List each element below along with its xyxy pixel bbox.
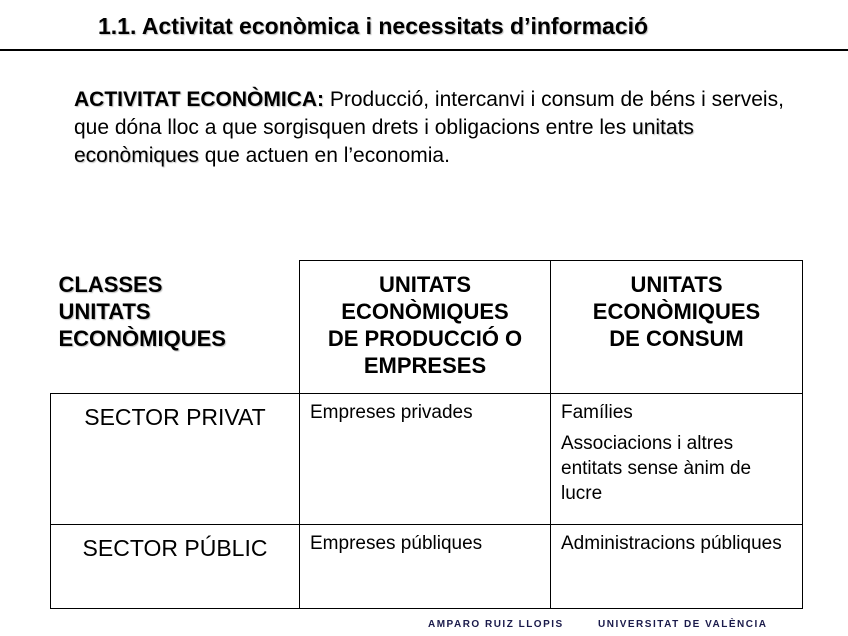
definition-text-start: Producció, intercanvi i consum de béns i serveis, que dóna lloc a que sorgisquen drets i obligacions entre les — [74, 88, 784, 139]
slide-title: 1.1. Activitat econòmica i necessitats d’informació — [98, 13, 649, 39]
economic-units-table — [50, 260, 803, 609]
corner-label-line: UNITATS — [58, 298, 151, 324]
table-row-private-sector — [51, 394, 803, 525]
footer-institution: UNIVERSITAT DE VALÈNCIA — [598, 619, 768, 630]
header-line: UNITATS — [630, 272, 723, 297]
table-corner-label — [51, 261, 300, 394]
sector-label-private: SECTOR PRIVAT — [51, 394, 300, 525]
sector-label-public: SECTOR PÚBLIC — [51, 525, 300, 609]
title-underline — [0, 49, 848, 51]
consumption-entry: Famílies — [561, 402, 633, 423]
consumption-entry: Administracions públiques — [561, 533, 782, 554]
consumption-entry: Associacions i altres entitats sense ànim de lucre — [561, 433, 752, 504]
private-production-cell: Empreses privades — [300, 394, 551, 525]
header-production-units — [300, 261, 551, 394]
definition-term: ACTIVITAT ECONÒMICA — [74, 88, 318, 111]
footer-author: AMPARO RUIZ LLOPIS — [428, 619, 564, 630]
public-production-cell: Empreses públiques — [300, 525, 551, 609]
private-consumption-cell — [551, 394, 803, 525]
table-header-row — [51, 261, 803, 394]
definition-text-end: que actuen en l’economia. — [198, 144, 450, 167]
header-line: DE CONSUM — [609, 326, 744, 351]
header-line: EMPRESES — [363, 353, 487, 378]
corner-label-line: ECONÒMIQUES — [58, 325, 226, 351]
header-line: UNITATS — [378, 272, 472, 297]
corner-label-line: CLASSES — [58, 271, 163, 297]
public-consumption-cell — [551, 525, 803, 609]
header-consumption-units — [551, 261, 803, 394]
header-line: DE PRODUCCIÓ O — [327, 326, 523, 351]
header-line: ECONÒMIQUES — [341, 299, 509, 324]
table-row-public-sector — [51, 525, 803, 609]
definition-paragraph — [74, 86, 794, 170]
definition-highlight: unitats econòmiques — [74, 116, 694, 167]
definition-colon: : — [317, 88, 325, 111]
header-line: ECONÒMIQUES — [592, 299, 761, 324]
